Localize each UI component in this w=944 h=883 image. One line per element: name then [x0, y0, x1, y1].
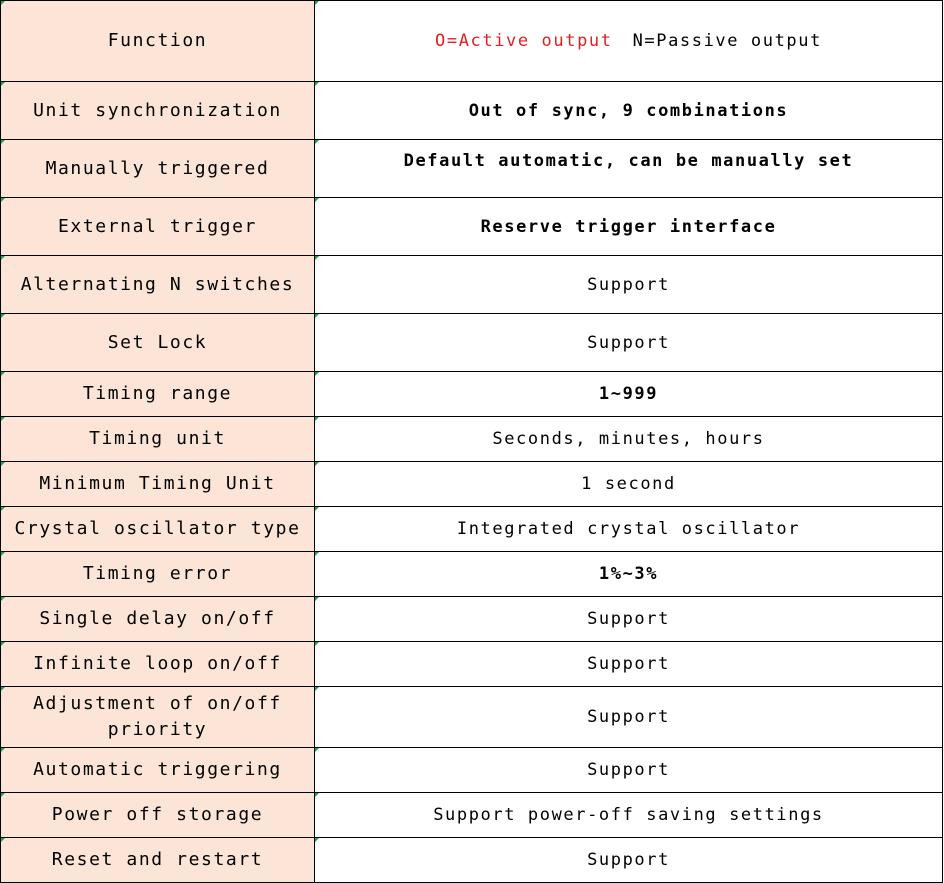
row-label: Crystal oscillator type [1, 507, 315, 552]
table-row [1, 314, 943, 372]
table-row [1, 417, 943, 462]
row-label: Minimum Timing Unit [1, 462, 315, 507]
table-row [1, 642, 943, 687]
row-value: Integrated crystal oscillator [315, 507, 943, 552]
row-label: Infinite loop on/off [1, 642, 315, 687]
row-label: Timing error [1, 552, 315, 597]
row-value: Support power-off saving settings [315, 793, 943, 838]
active-output-label: O=Active output [435, 31, 613, 51]
row-label: Set Lock [1, 314, 315, 372]
row-value: Support [315, 256, 943, 314]
row-value: 1 second [315, 462, 943, 507]
table-row [1, 140, 943, 198]
function-header-cell [1, 1, 315, 82]
row-value: Out of sync, 9 combinations [315, 82, 943, 140]
table-row [1, 748, 943, 793]
passive-output-label: N=Passive output [632, 31, 822, 51]
row-value: Support [315, 642, 943, 687]
row-value: Reserve trigger interface [315, 198, 943, 256]
table-row [1, 597, 943, 642]
row-label: External trigger [1, 198, 315, 256]
table-header-row [1, 1, 943, 82]
row-label: Unit synchronization [1, 82, 315, 140]
table-row [1, 372, 943, 417]
row-value: Support [315, 597, 943, 642]
row-label: Timing range [1, 372, 315, 417]
row-value: 1~999 [315, 372, 943, 417]
row-value: Support [315, 314, 943, 372]
table-row [1, 198, 943, 256]
row-label: Adjustment of on/off priority [1, 687, 315, 748]
table-row [1, 793, 943, 838]
table-row [1, 82, 943, 140]
row-value: 1%~3% [315, 552, 943, 597]
row-label: Manually triggered [1, 140, 315, 198]
row-value: Support [315, 748, 943, 793]
row-label: Reset and restart [1, 838, 315, 883]
table-row [1, 256, 943, 314]
output-legend-cell [315, 1, 943, 82]
table-row [1, 507, 943, 552]
table-row [1, 687, 943, 748]
row-label: Timing unit [1, 417, 315, 462]
row-value: Support [315, 838, 943, 883]
row-label: Single delay on/off [1, 597, 315, 642]
table-row [1, 838, 943, 883]
row-value: Seconds, minutes, hours [315, 417, 943, 462]
row-label: Alternating N switches [1, 256, 315, 314]
function-header-label: Function [107, 30, 208, 51]
row-value: Support [315, 687, 943, 748]
table-row [1, 462, 943, 507]
table-row [1, 552, 943, 597]
row-label: Automatic triggering [1, 748, 315, 793]
row-value: Default automatic, can be manually set [315, 140, 943, 198]
row-label: Power off storage [1, 793, 315, 838]
